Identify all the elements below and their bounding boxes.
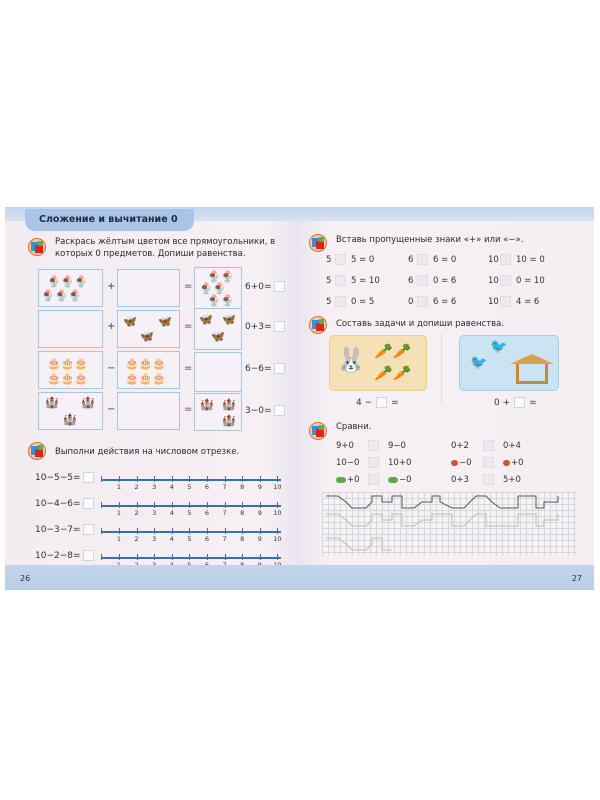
compare-right: −0 — [388, 475, 412, 485]
box-cakes[interactable] — [117, 351, 180, 389]
green-pea-icon — [336, 477, 346, 483]
page-number: 26 — [20, 574, 31, 583]
section-title: Сложение и вычитание 0 — [25, 209, 194, 231]
box-castles[interactable] — [38, 392, 103, 430]
answer-box[interactable] — [83, 498, 94, 509]
sign-equation: 5 — [326, 276, 332, 286]
zigzag-pattern — [322, 492, 576, 556]
page-number: 27 — [571, 574, 582, 583]
picture1-equation: 4 − = — [356, 398, 399, 408]
equation: 6+0= — [245, 281, 285, 292]
compare-input-box[interactable] — [483, 457, 494, 468]
sign-input-box[interactable] — [417, 296, 428, 307]
bottom-band — [296, 565, 594, 590]
number-line[interactable] — [101, 528, 281, 542]
sign-input-box[interactable] — [335, 275, 346, 286]
cake-icon: 🎂🎂🎂 — [47, 357, 89, 370]
picture-birds-feeder — [459, 335, 559, 391]
tick-label: 10 — [273, 535, 282, 543]
task2-instruction: Составь задачи и допиши равенства. — [336, 319, 505, 329]
right-page — [296, 207, 594, 590]
tick-label: 8 — [240, 535, 245, 543]
cake-icon: 🎂🎂🎂 — [47, 372, 89, 385]
sign-equation: 6 — [408, 276, 414, 286]
castle-icon: 🏰 — [45, 396, 59, 409]
answer-box[interactable] — [274, 363, 285, 374]
compare-input-box[interactable] — [368, 440, 379, 451]
sign-equation-rest: 10 = 0 — [516, 255, 545, 265]
compare-right: 0+4 — [503, 441, 521, 451]
tick-label: 4 — [169, 535, 174, 543]
sign-equation-rest: 5 = 0 — [351, 255, 375, 265]
tick-label: 5 — [187, 509, 192, 517]
sign-equation: 0 — [408, 297, 414, 307]
tick-label: 4 — [169, 509, 174, 517]
tick-label: 4 — [169, 483, 174, 491]
ice-cream-icon: 🍨🍨 — [207, 270, 235, 283]
sign-equation-rest: 6 = 6 — [433, 297, 457, 307]
answer-box[interactable] — [83, 472, 94, 483]
task3-instruction: Сравни. — [336, 422, 372, 432]
top-band — [296, 207, 594, 221]
castle-icon: 🏰 — [200, 398, 214, 411]
tick-label: 2 — [134, 483, 139, 491]
feeder-icon — [510, 354, 554, 364]
number-line[interactable] — [101, 476, 281, 490]
sign-input-box[interactable] — [417, 275, 428, 286]
carrot-icon: 🥕🥕 — [374, 342, 412, 360]
compare-left: −0 — [451, 458, 472, 468]
plus-sign: + — [107, 321, 116, 332]
tick-label: 3 — [152, 509, 157, 517]
box-ice-cream[interactable] — [194, 267, 242, 309]
bird-icon: 🐦 — [490, 339, 508, 355]
answer-box[interactable] — [274, 405, 285, 416]
ice-cream-icon: 🍨🍨🍨 — [47, 275, 89, 288]
sign-equation: 5 — [326, 255, 332, 265]
tick-label: 10 — [273, 509, 282, 517]
cake-icon: 🎂🎂🎂 — [125, 372, 167, 385]
castle-icon: 🏰 — [222, 398, 236, 411]
equation: 0+3= — [245, 321, 285, 332]
task1-instruction: Раскрась жёлтым цветом все прямоугольники, в которых 0 предметов. Допиши равенства. — [55, 237, 276, 259]
task2-instruction: Выполни действия на числовом отрезке. — [55, 447, 240, 457]
sign-equation-rest: 0 = 5 — [351, 297, 375, 307]
tick-label: 9 — [257, 535, 262, 543]
task1-instruction: Вставь пропущенные знаки «+» или «−». — [336, 235, 524, 245]
castle-icon: 🏰 — [63, 413, 77, 426]
task-icon — [309, 234, 327, 252]
sign-equation-rest: 5 = 10 — [351, 276, 380, 286]
box-castles[interactable] — [194, 393, 242, 431]
green-pea-icon — [388, 477, 398, 483]
castle-icon: 🏰 — [222, 414, 236, 427]
compare-right: 10+0 — [388, 458, 412, 468]
carrot-icon: 🥕🥕 — [374, 364, 412, 382]
empty-box[interactable] — [38, 310, 103, 348]
equals-sign: = — [184, 363, 193, 374]
sign-input-box[interactable] — [500, 254, 511, 265]
compare-left: 0+3 — [451, 475, 469, 485]
tick-label: 7 — [222, 483, 227, 491]
picture-rabbit-carrots — [329, 335, 427, 391]
equals-sign: = — [184, 404, 193, 415]
bottom-band — [5, 565, 296, 590]
plus-sign: + — [107, 281, 116, 292]
ice-cream-icon: 🍨🍨🍨 — [41, 289, 83, 302]
bird-icon: 🐦 — [470, 355, 488, 371]
tick-label: 7 — [222, 509, 227, 517]
sign-input-box[interactable] — [335, 296, 346, 307]
butterfly-icon: 🦋 — [123, 315, 137, 328]
tick-label: 8 — [240, 509, 245, 517]
compare-right: 9−0 — [388, 441, 406, 451]
sign-equation-rest: 6 = 0 — [433, 255, 457, 265]
tick-label: 9 — [257, 483, 262, 491]
equals-sign: = — [184, 321, 193, 332]
task-icon — [309, 422, 327, 440]
minus-sign: − — [107, 404, 116, 415]
red-flower-icon — [503, 460, 510, 466]
task-icon — [309, 316, 327, 334]
empty-box[interactable] — [117, 392, 180, 430]
butterfly-icon: 🦋 — [222, 313, 236, 326]
tick-label: 2 — [134, 509, 139, 517]
box-butterflies[interactable] — [117, 310, 180, 348]
tick-label: 3 — [152, 535, 157, 543]
tick-label: 1 — [116, 535, 122, 543]
sign-equation-rest: 0 = 6 — [433, 276, 457, 286]
cake-icon: 🎂🎂🎂 — [125, 357, 167, 370]
tick-label: 8 — [240, 483, 245, 491]
task-icon — [28, 238, 46, 256]
compare-right: +0 — [503, 458, 524, 468]
left-page — [5, 207, 296, 590]
tick-label: 5 — [187, 483, 192, 491]
compare-left: 0+2 — [451, 441, 469, 451]
sign-equation: 5 — [326, 297, 332, 307]
sign-input-box[interactable] — [417, 254, 428, 265]
butterfly-icon: 🦋 — [158, 315, 172, 328]
sign-equation: 10 — [488, 255, 499, 265]
pattern-grid[interactable] — [322, 492, 576, 556]
compare-input-box[interactable] — [368, 457, 379, 468]
tick-label: 6 — [204, 483, 210, 491]
tick-label: 10 — [273, 483, 282, 491]
tick-label: 2 — [134, 535, 139, 543]
tick-label: 5 — [187, 535, 192, 543]
sign-input-box[interactable] — [500, 275, 511, 286]
empty-box[interactable] — [194, 352, 242, 392]
minus-sign: − — [107, 363, 116, 374]
feeder-body — [516, 364, 548, 384]
rabbit-icon: 🐰 — [336, 346, 366, 374]
compare-left: +0 — [336, 475, 360, 485]
tick-label: 1 — [116, 509, 122, 517]
box-ice-cream[interactable] — [38, 269, 103, 307]
answer-box[interactable] — [274, 321, 285, 332]
tick-label: 3 — [152, 483, 157, 491]
sign-equation: 10 — [488, 297, 499, 307]
tick-label: 1 — [116, 483, 122, 491]
butterfly-icon: 🦋 — [140, 330, 154, 343]
compare-input-box[interactable] — [483, 474, 494, 485]
tick-label: 6 — [204, 535, 210, 543]
sign-equation: 6 — [408, 255, 414, 265]
sign-equation-rest: 4 = 6 — [516, 297, 540, 307]
compare-input-box[interactable] — [368, 474, 379, 485]
sign-input-box[interactable] — [335, 254, 346, 265]
tick-label: 6 — [204, 509, 210, 517]
sign-equation-rest: 0 = 10 — [516, 276, 545, 286]
box-butterflies[interactable] — [194, 308, 242, 350]
tick-label: 7 — [222, 535, 227, 543]
answer-box[interactable] — [83, 524, 94, 535]
answer-box[interactable] — [514, 397, 525, 408]
sign-equation: 10 — [488, 276, 499, 286]
numline-expression: 10−2−8= — [35, 550, 94, 561]
equation: 6−6= — [245, 363, 285, 374]
castle-icon: 🏰 — [81, 396, 95, 409]
answer-box[interactable] — [83, 550, 94, 561]
task-icon — [28, 442, 46, 460]
compare-left: 9+0 — [336, 441, 354, 451]
divider — [441, 333, 442, 405]
box-cakes[interactable] — [38, 351, 103, 389]
equals-sign: = — [184, 281, 193, 292]
numline-expression: 10−4−6= — [35, 498, 94, 509]
ice-cream-icon: 🍨🍨 — [199, 282, 227, 295]
number-line[interactable] — [101, 502, 281, 516]
butterfly-icon: 🦋 — [211, 330, 225, 343]
compare-input-box[interactable] — [483, 440, 494, 451]
red-flower-icon — [451, 460, 458, 466]
workbook-spread — [5, 207, 594, 590]
ice-cream-icon: 🍨🍨 — [207, 294, 235, 307]
compare-right: 5+0 — [503, 475, 521, 485]
compare-left: 10−0 — [336, 458, 360, 468]
numline-expression: 10−3−7= — [35, 524, 94, 535]
butterfly-icon: 🦋 — [199, 313, 213, 326]
sign-input-box[interactable] — [500, 296, 511, 307]
numline-expression: 10−5−5= — [35, 472, 94, 483]
answer-box[interactable] — [274, 281, 285, 292]
picture2-equation: 0 + = — [494, 398, 537, 408]
answer-box[interactable] — [376, 397, 387, 408]
equation: 3−0= — [245, 405, 285, 416]
empty-box[interactable] — [117, 269, 180, 307]
tick-label: 9 — [257, 509, 262, 517]
